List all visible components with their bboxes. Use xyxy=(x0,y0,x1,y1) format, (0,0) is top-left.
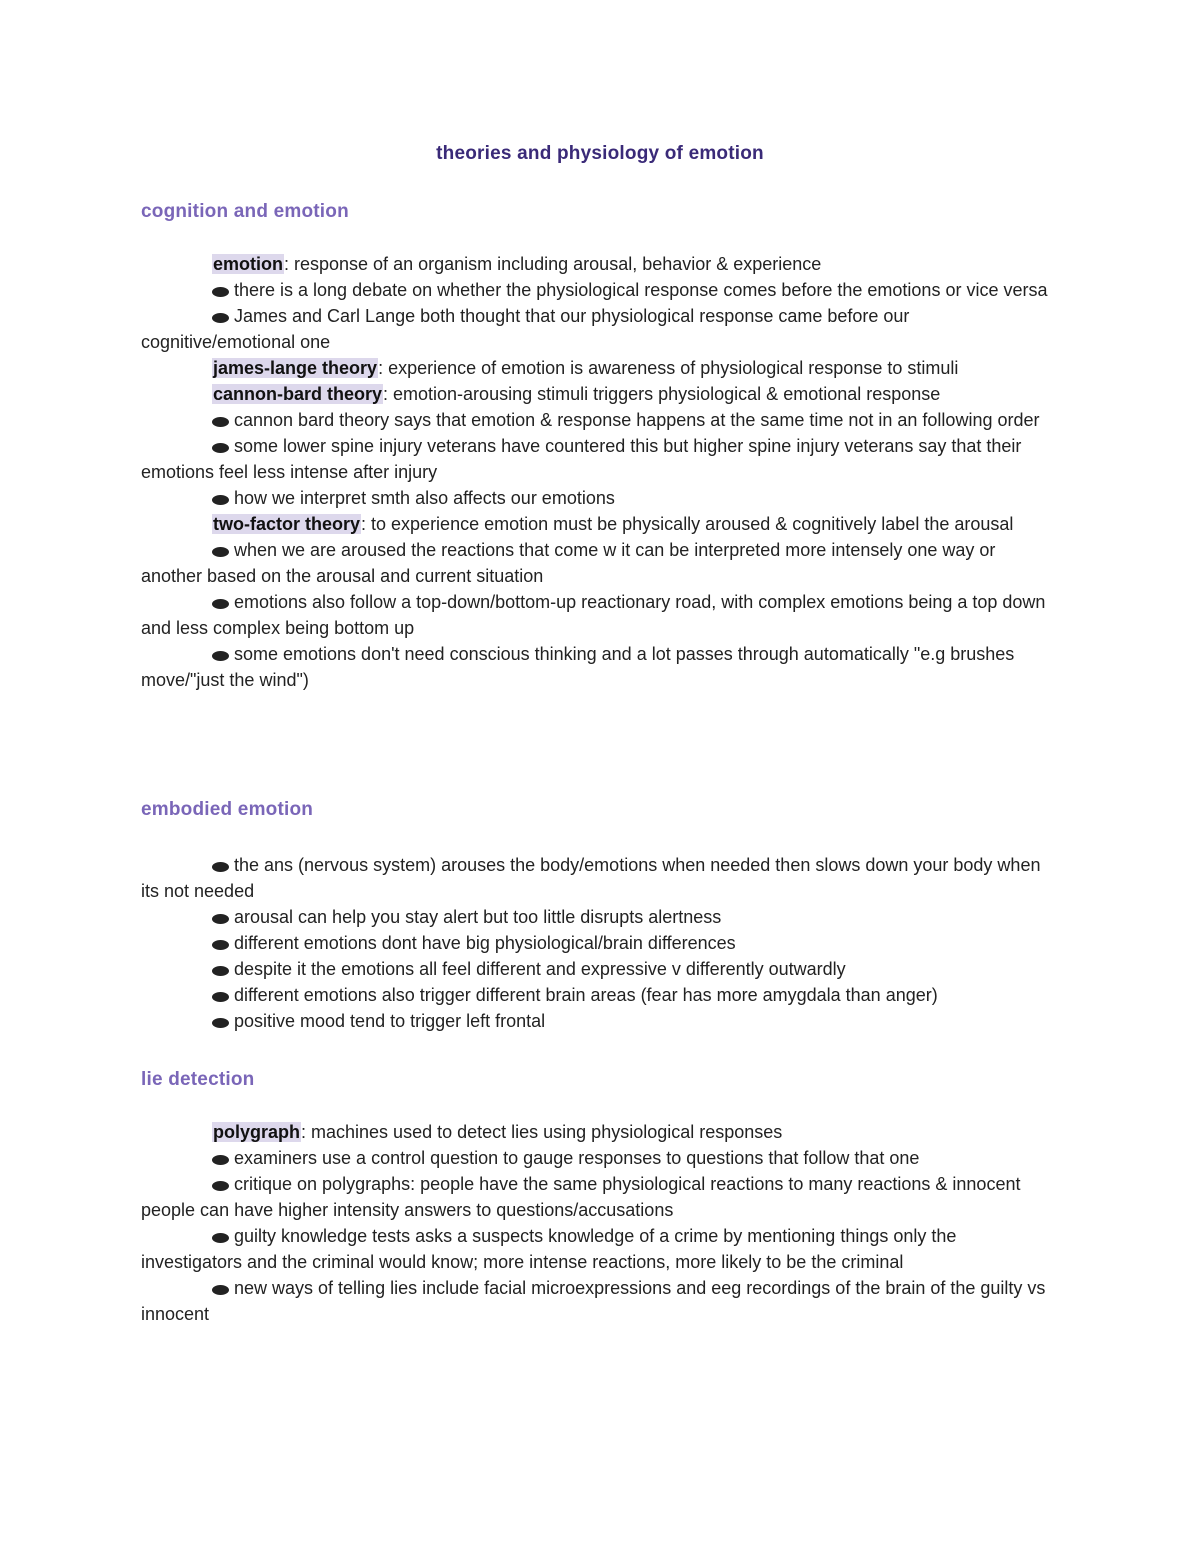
bullet-icon xyxy=(212,417,229,427)
bullet-text: some emotions don't need conscious thinking and a lot passes through automatically "e.g brushes move/"just the wind") xyxy=(141,644,1015,690)
bullet-item xyxy=(141,930,1051,956)
bullet-icon xyxy=(212,966,229,976)
bullet-icon xyxy=(212,443,229,453)
bullet-item xyxy=(141,303,1051,355)
bullet-text: guilty knowledge tests asks a suspects knowledge of a crime by mentioning things only the investigators and the criminal would know; more intense reactions, more likely to be the criminal xyxy=(141,1226,957,1272)
bullet-item xyxy=(141,407,1051,433)
definition-text: : emotion-arousing stimuli triggers physiological & emotional response xyxy=(383,384,941,404)
bullet-text: despite it the emotions all feel different and expressive v differently outwardly xyxy=(234,959,846,979)
section-embodied-emotion xyxy=(141,798,1051,1034)
bullet-item xyxy=(141,1275,1051,1327)
bullet-icon xyxy=(212,992,229,1002)
bullet-text: positive mood tend to trigger left frontal xyxy=(234,1011,546,1031)
bullet-item xyxy=(141,982,1051,1008)
bullet-text: there is a long debate on whether the physiological response comes before the emotions or vice versa xyxy=(234,280,1048,300)
bullet-item xyxy=(141,641,1051,693)
bullet-item xyxy=(141,277,1051,303)
bullet-icon xyxy=(212,313,229,323)
section-lie-detection xyxy=(141,1068,1051,1327)
bullet-text: James and Carl Lange both thought that our physiological response came before our cognitive/emotional one xyxy=(141,306,910,352)
definition-line xyxy=(141,251,1051,277)
bullet-item xyxy=(141,956,1051,982)
bullet-item xyxy=(141,852,1051,904)
bullet-text: cannon bard theory says that emotion & response happens at the same time not in an following order xyxy=(234,410,1040,430)
bullet-icon xyxy=(212,599,229,609)
definition-term: james-lange theory xyxy=(213,358,378,378)
definition-text: : to experience emotion must be physically aroused & cognitively label the arousal xyxy=(361,514,1014,534)
bullet-text: how we interpret smth also affects our emotions xyxy=(234,488,615,508)
bullet-icon xyxy=(212,1233,229,1243)
definition-line xyxy=(141,381,1051,407)
document-title: theories and physiology of emotion xyxy=(436,143,764,164)
bullet-item xyxy=(141,485,1051,511)
bullet-item xyxy=(141,904,1051,930)
definition-text: : response of an organism including arousal, behavior & experience xyxy=(284,254,822,274)
bullet-text: some lower spine injury veterans have countered this but higher spine injury veterans say that their emotions feel less intense after injury xyxy=(141,436,1022,482)
bullet-text: examiners use a control question to gauge responses to questions that follow that one xyxy=(234,1148,920,1168)
section-cognition-and-emotion xyxy=(141,200,1051,693)
bullet-icon xyxy=(212,1181,229,1191)
bullet-icon xyxy=(212,547,229,557)
section-items xyxy=(141,251,1051,693)
bullet-icon xyxy=(212,940,229,950)
bullet-item xyxy=(141,433,1051,485)
bullet-item xyxy=(141,1171,1051,1223)
bullet-icon xyxy=(212,1018,229,1028)
bullet-item xyxy=(141,537,1051,589)
bullet-text: arousal can help you stay alert but too little disrupts alertness xyxy=(234,907,722,927)
definition-term: polygraph xyxy=(213,1122,301,1142)
bullet-text: different emotions dont have big physiological/brain differences xyxy=(234,933,736,953)
definition-line xyxy=(141,355,1051,381)
definition-term: cannon-bard theory xyxy=(213,384,383,404)
definition-term: emotion xyxy=(213,254,283,274)
definition-text: : experience of emotion is awareness of physiological response to stimuli xyxy=(378,358,959,378)
bullet-icon xyxy=(212,287,229,297)
bullet-icon xyxy=(212,495,229,505)
section-heading: cognition and emotion xyxy=(141,201,349,222)
bullet-item xyxy=(141,1223,1051,1275)
definition-term: two-factor theory xyxy=(213,514,361,534)
bullet-text: emotions also follow a top-down/bottom-up reactionary road, with complex emotions being a top down and less complex being bottom up xyxy=(141,592,1046,638)
section-heading: lie detection xyxy=(141,1069,255,1090)
bullet-text: the ans (nervous system) arouses the body/emotions when needed then slows down your body when its not needed xyxy=(141,855,1041,901)
section-items xyxy=(141,852,1051,1034)
bullet-icon xyxy=(212,1285,229,1295)
bullet-text: when we are aroused the reactions that come w it can be interpreted more intensely one way or another based on the arousal and current situation xyxy=(141,540,996,586)
bullet-text: critique on polygraphs: people have the same physiological reactions to many reactions & innocent people can have higher intensity answers to questions/accusations xyxy=(141,1174,1021,1220)
definition-text: : machines used to detect lies using physiological responses xyxy=(301,1122,783,1142)
section-items xyxy=(141,1119,1051,1327)
bullet-icon xyxy=(212,862,229,872)
bullet-icon xyxy=(212,651,229,661)
bullet-text: new ways of telling lies include facial microexpressions and eeg recordings of the brain of the guilty vs innocent xyxy=(141,1278,1046,1324)
bullet-item xyxy=(141,589,1051,641)
bullet-icon xyxy=(212,1155,229,1165)
bullet-text: different emotions also trigger different brain areas (fear has more amygdala than anger) xyxy=(234,985,938,1005)
bullet-icon xyxy=(212,914,229,924)
bullet-item xyxy=(141,1145,1051,1171)
section-heading: embodied emotion xyxy=(141,799,314,820)
bullet-item xyxy=(141,1008,1051,1034)
definition-line xyxy=(141,511,1051,537)
definition-line xyxy=(141,1119,1051,1145)
